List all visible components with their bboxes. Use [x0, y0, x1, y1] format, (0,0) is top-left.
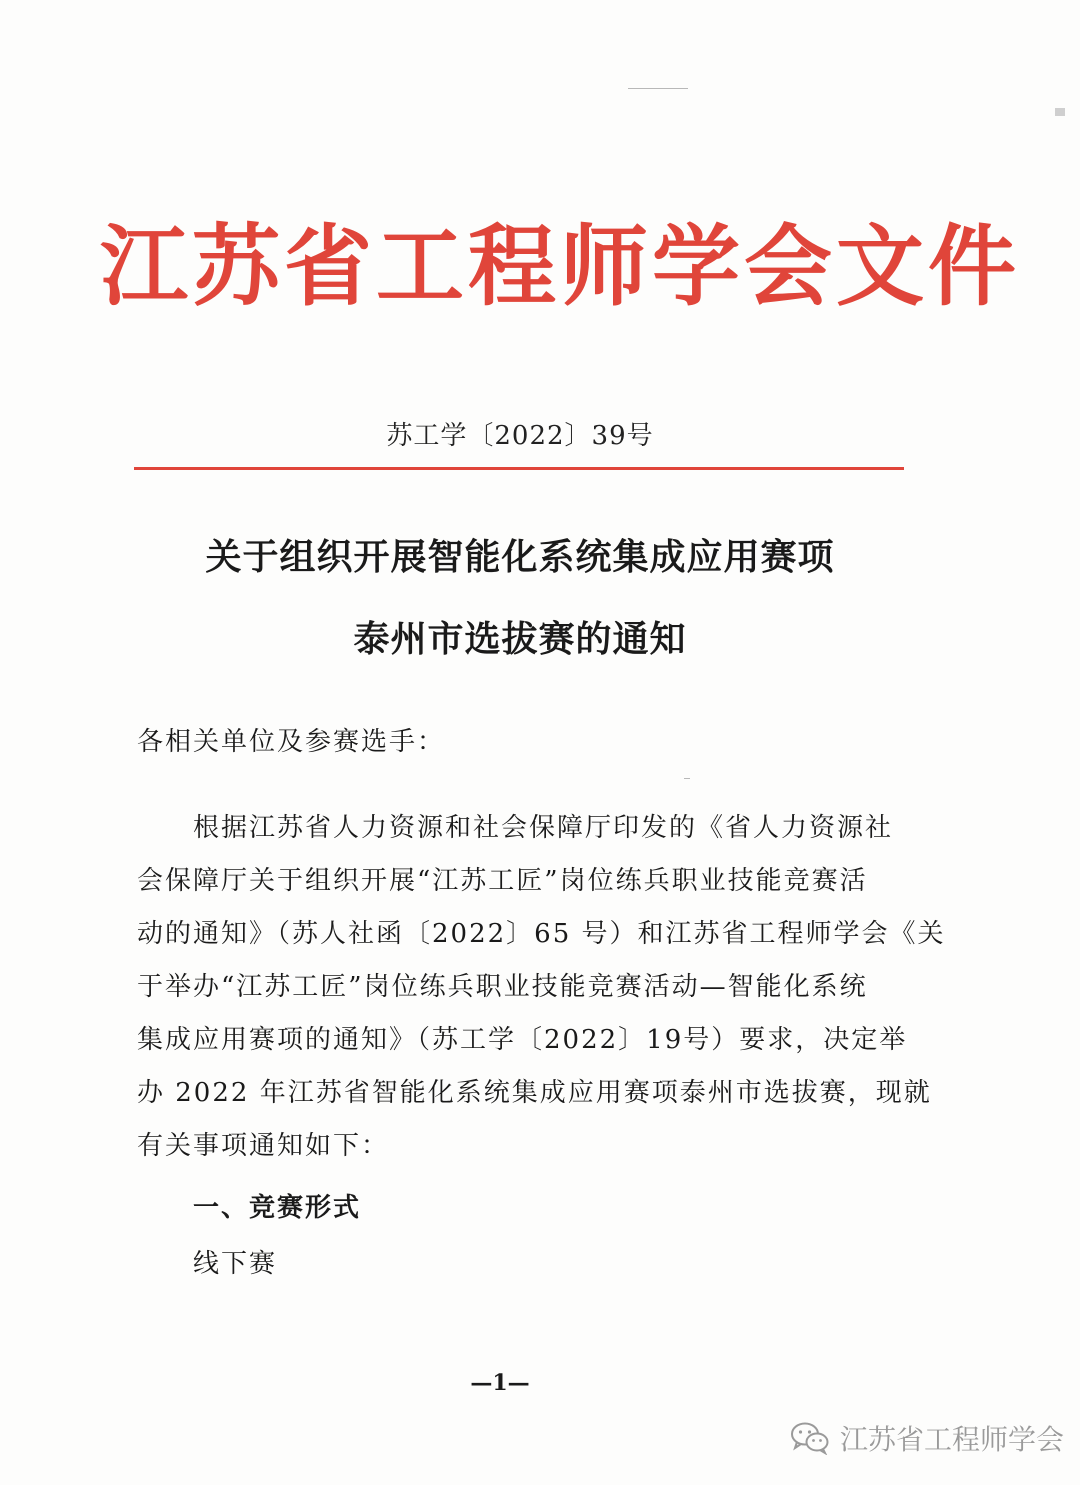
scan-speck: [684, 778, 690, 779]
body-line: 办 2022 年江苏省智能化系统集成应用赛项泰州市选拔赛，现就: [137, 1078, 932, 1108]
section-content: 线下赛: [193, 1249, 278, 1279]
body-line: 会保障厅关于组织开展“江苏工匠”岗位练兵职业技能竞赛活: [137, 866, 868, 896]
body-line: 根据江苏省人力资源和社会保障厅印发的《省人力资源社: [137, 813, 894, 843]
body-line: 集成应用赛项的通知》（苏工学〔2022〕19号）要求，决定举: [137, 1025, 908, 1055]
wechat-icon: [790, 1421, 830, 1455]
notice-title-line-2: 泰州市选拔赛的通知: [353, 619, 687, 660]
masthead-title: 江苏省工程师学会文件: [100, 215, 1021, 318]
red-divider-line: [134, 467, 904, 470]
body-paragraph: [137, 802, 946, 1173]
body-line: 于举办“江苏工匠”岗位练兵职业技能竞赛活动—智能化系统: [137, 972, 868, 1002]
account-watermark: [790, 1413, 1064, 1463]
document-number: 苏工学〔2022〕39号: [386, 421, 654, 451]
scan-speck: [1055, 108, 1065, 116]
notice-title-line-1: 关于组织开展智能化系统集成应用赛项: [205, 537, 835, 578]
salutation: 各相关单位及参赛选手：: [137, 727, 446, 757]
page-number: —1—: [470, 1370, 530, 1396]
body-line: 动的通知》（苏人社函〔2022〕65 号）和江苏省工程师学会《关: [137, 919, 946, 949]
body-line: 有关事项通知如下：: [137, 1131, 390, 1161]
watermark-text: 江苏省工程师学会: [840, 1423, 1065, 1456]
section-heading: 一、竞赛形式: [193, 1193, 362, 1223]
scan-speck: [628, 88, 688, 89]
